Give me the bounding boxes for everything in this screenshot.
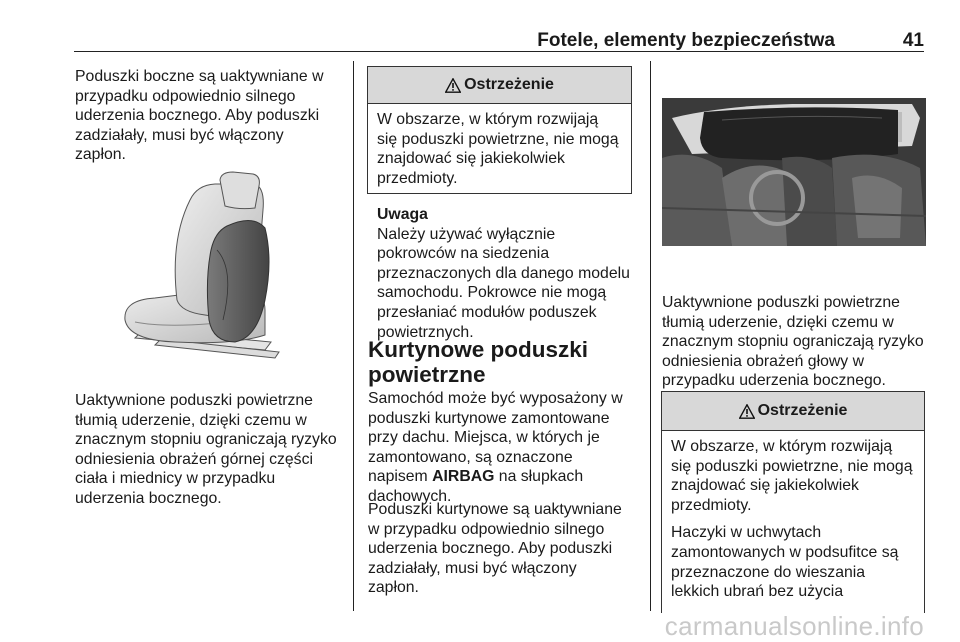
text-line: znajdować się jakiekolwiek: [377, 150, 565, 168]
warning-triangle-icon: [445, 78, 461, 93]
note-block: [377, 205, 630, 342]
text-line: się poduszki powietrzne, nie mogą: [377, 130, 619, 148]
text-line: odniesienia obrażeń górnej części: [75, 450, 313, 468]
text-line: przypadku uderzenia bocznego.: [662, 372, 886, 390]
text-fragment: na słupkach: [494, 468, 584, 486]
header-rule: [74, 51, 924, 52]
text-line: powietrznych.: [377, 323, 474, 341]
text-line: [368, 467, 623, 487]
text-line: zapłon.: [368, 579, 419, 597]
page-number: 41: [902, 30, 924, 51]
curtain-airbag-paragraph-2: [368, 500, 622, 598]
text-line: zapłon.: [75, 146, 126, 164]
text-line: Należy używać wyłącznie: [377, 225, 556, 243]
warning-paragraph: [671, 437, 917, 515]
text-line: przeznaczone do wieszania: [671, 563, 866, 581]
text-line: przesłaniać modułów poduszek: [377, 303, 597, 321]
side-airbag-caption: [75, 391, 337, 509]
text-line: W obszarze, w którym rozwijają: [671, 438, 893, 455]
text-line: znacznym stopniu ograniczają ryzyko: [75, 431, 337, 449]
text-line: Poduszki kurtynowe są uaktywniane: [368, 501, 622, 518]
text-line: uderzenia bocznego. Aby poduszki: [75, 107, 320, 125]
warning-triangle-icon: [739, 404, 755, 419]
text-line: pokrowców na siedzenia: [377, 245, 550, 263]
watermark: carmanualsonline.info: [664, 611, 924, 641]
text-line: samochodu. Pokrowce nie mogą: [377, 284, 607, 302]
text-line: lekkich ubrań bez użycia: [671, 583, 844, 601]
text-line: znacznym stopniu ograniczają ryzyko: [662, 333, 924, 351]
text-line: dachowych.: [368, 487, 452, 505]
text-line: zadziałały, musi być włączony: [368, 559, 577, 577]
text-line: przedmioty.: [377, 169, 458, 187]
text-line: zamontowano, są oznaczone: [368, 448, 573, 466]
warning-header: [368, 67, 631, 104]
note-title: Uwaga: [377, 206, 428, 223]
text-line: Haczyki w uchwytach: [671, 524, 822, 542]
text-line: poduszki kurtynowe zamontowane: [368, 409, 610, 427]
warning-box-col3: [661, 391, 925, 613]
text-line: W obszarze, w którym rozwijają: [377, 111, 599, 128]
heading-line: powietrzne: [368, 362, 486, 387]
warning-header: [662, 392, 924, 431]
text-line: Uaktywnione poduszki powietrzne: [75, 392, 313, 409]
text-line: uderzenia bocznego. Aby poduszki: [368, 540, 613, 558]
text-line: znajdować się jakiekolwiek: [671, 477, 859, 495]
side-airbag-intro: [75, 67, 324, 165]
warning-box-col2: [367, 66, 632, 194]
page-header-title: Fotele, elementy bezpieczeństwa: [537, 30, 835, 51]
text-fragment: napisem: [368, 468, 433, 486]
text-line: przy dachu. Miejsca, w których je: [368, 429, 600, 447]
seat-side-airbag-illustration: [115, 170, 310, 365]
section-heading: [368, 337, 588, 387]
text-line: zadziałały, musi być włączony: [75, 126, 284, 144]
heading-line: Kurtynowe poduszki: [368, 337, 589, 362]
text-line: ciała i miednicy w przypadku: [75, 470, 276, 488]
text-line: tłumią uderzenie, dzięki czemu w: [662, 313, 894, 331]
airbag-label: AIRBAG: [432, 468, 495, 486]
curtain-airbag-paragraph-1: [368, 389, 623, 507]
column-divider-right: [650, 61, 651, 611]
text-line: zamontowanych w podsufitce są: [671, 543, 899, 561]
text-line: się poduszki powietrzne, nie mogą: [671, 457, 913, 475]
curtain-airbag-photo: [662, 98, 926, 246]
text-line: tłumią uderzenie, dzięki czemu w: [75, 411, 307, 429]
warning-body: [368, 104, 631, 188]
column-divider-left: [353, 61, 354, 611]
curtain-airbag-caption: [662, 293, 924, 391]
text-line: Uaktywnione poduszki powietrzne: [662, 294, 900, 311]
text-line: w przypadku odpowiednio silnego: [368, 520, 605, 538]
text-line: Poduszki boczne są uaktywniane w: [75, 68, 324, 85]
text-line: Samochód może być wyposażony w: [368, 390, 623, 407]
text-line: przeznaczonych dla danego modelu: [377, 264, 630, 282]
text-line: przedmioty.: [671, 496, 752, 514]
text-line: uderzenia bocznego.: [75, 489, 222, 507]
warning-paragraph: [671, 523, 917, 601]
warning-title: Ostrzeżenie: [464, 76, 554, 93]
warning-body: [662, 431, 924, 602]
text-line: odniesienia obrażeń głowy w: [662, 352, 864, 370]
warning-title: Ostrzeżenie: [757, 402, 848, 419]
text-line: przypadku odpowiednio silnego: [75, 87, 296, 105]
